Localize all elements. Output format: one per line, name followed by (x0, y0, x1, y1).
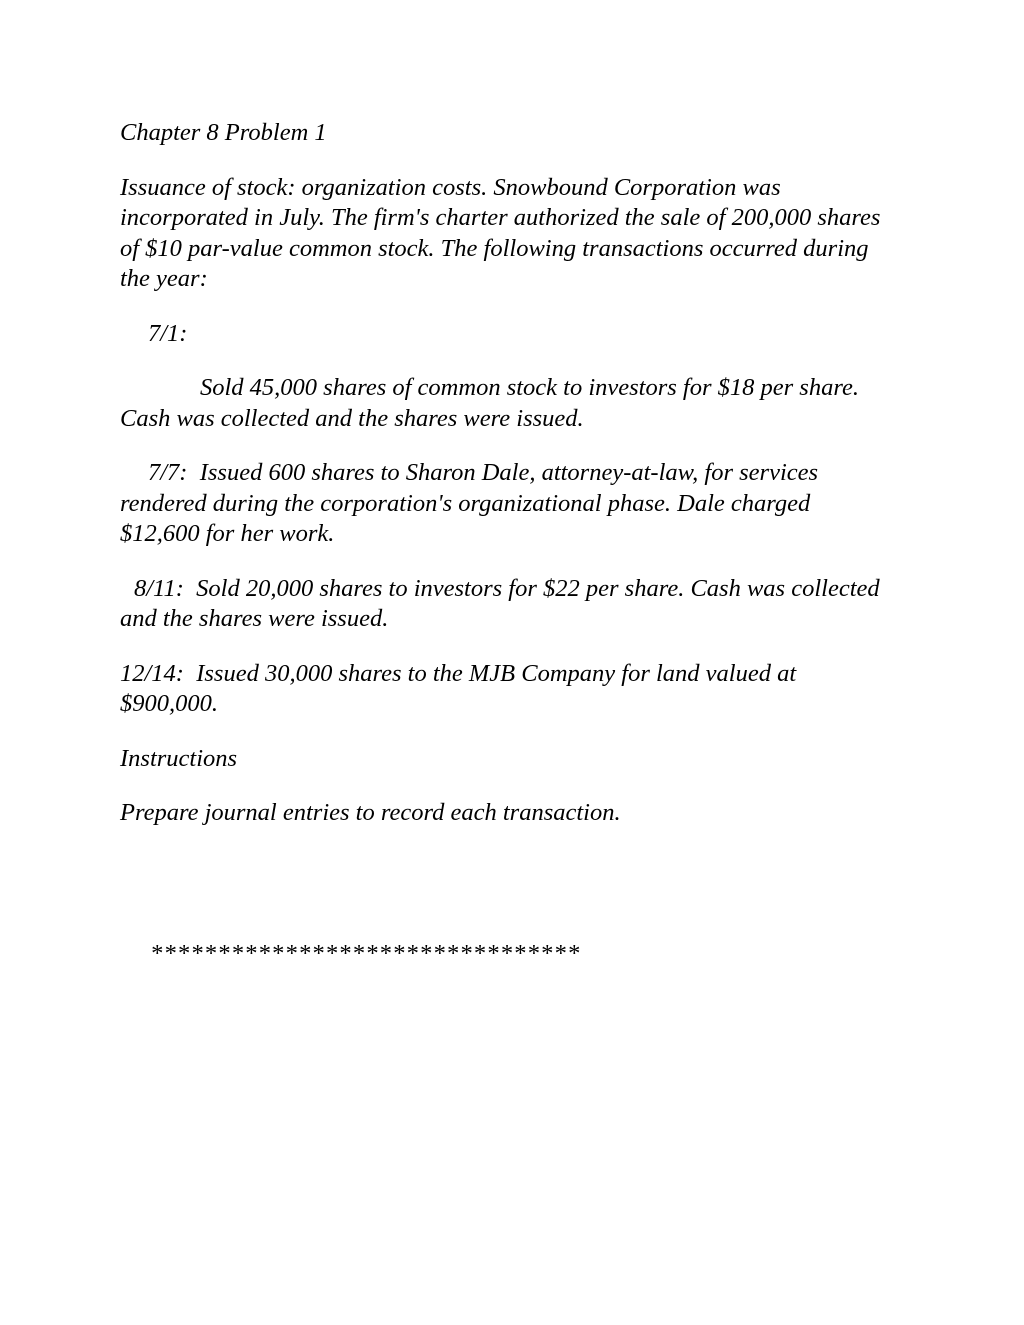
transaction-4-text: Issued 30,000 shares to the MJB Company for land valued at $900,000. (120, 659, 797, 717)
transaction-1-text: Sold 45,000 shares of common stock to investors for $18 per share. Cash was collected and the shares were issued. (120, 374, 859, 432)
problem-intro: Issuance of stock: organization costs. Snowbound Corporation was incorporated in July. The firm's charter authorized the sale of 200,000 shares of $10 par-value common stock. The following transactions occurred during the year: (120, 173, 881, 292)
instructions-text: Prepare journal entries to record each transaction. (120, 799, 621, 826)
document-title: Chapter 8 Problem 1 (120, 119, 327, 146)
transaction-2 (120, 458, 895, 550)
asterisk-divider: ******************************** (150, 939, 581, 967)
transaction-1-date: 7/1: (148, 319, 188, 347)
transaction-3 (120, 574, 895, 635)
transaction-2-text: Issued 600 shares to Sharon Dale, attorney-at-law, for services rendered during the corporation's organizational phase. Dale charged $12,600 for her work. (120, 459, 819, 547)
blank-space (120, 853, 895, 939)
transaction-3-date: 8/11: (134, 574, 184, 602)
transaction-4 (120, 659, 895, 720)
document-page (120, 118, 895, 993)
transaction-3-text: Sold 20,000 shares to investors for $22 per share. Cash was collected and the shares were issued. (120, 574, 880, 632)
instructions-heading: Instructions (120, 744, 238, 772)
transaction-4-date: 12/14: (120, 659, 184, 687)
transaction-2-date: 7/7: (148, 459, 188, 486)
